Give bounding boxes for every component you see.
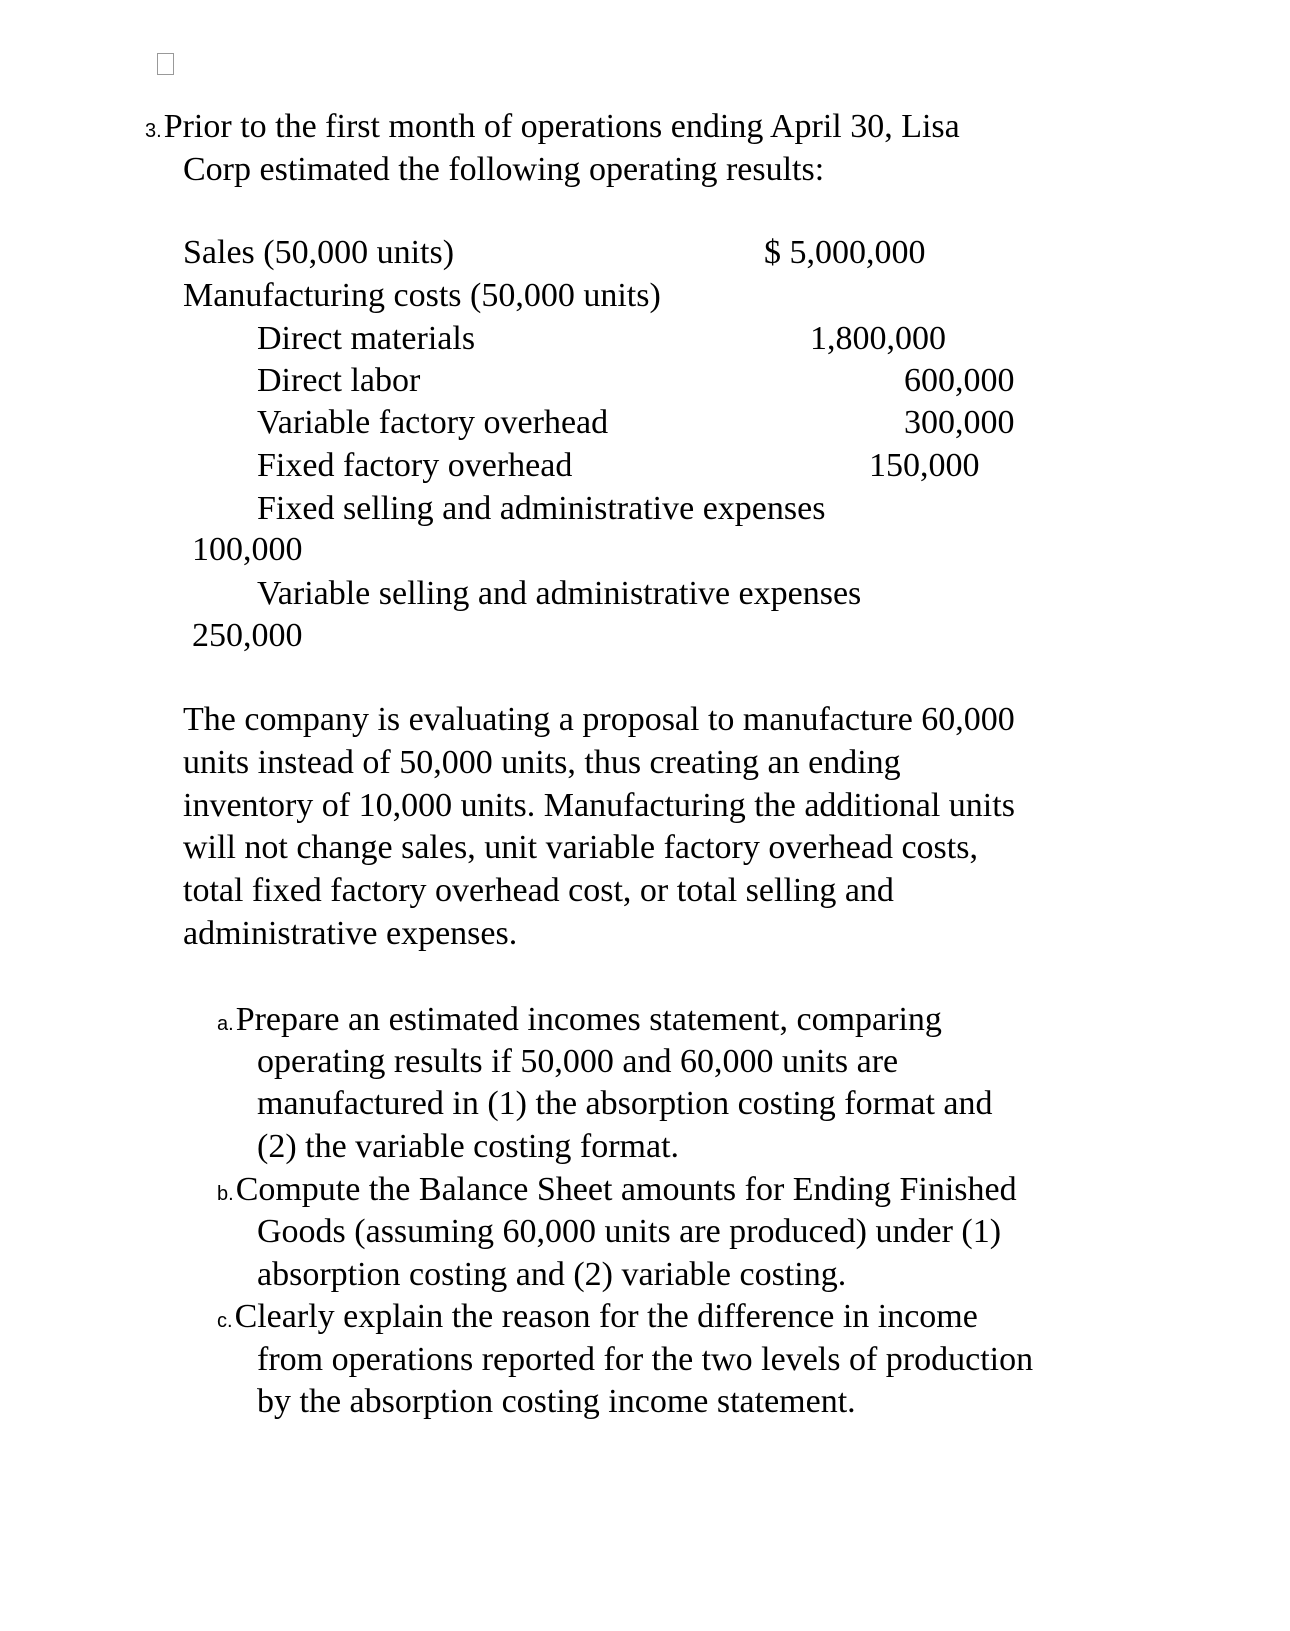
question-number: 3.: [145, 120, 162, 142]
paragraph-line: will not change sales, unit variable factory overhead costs,: [183, 829, 978, 866]
row-label: Direct labor: [257, 362, 421, 399]
paragraph-line: units instead of 50,000 units, thus creating an ending: [183, 744, 901, 781]
item-line: (2) the variable costing format.: [257, 1128, 680, 1165]
row-label: Variable selling and administrative expenses: [257, 575, 862, 612]
item-line: absorption costing and (2) variable costing.: [257, 1256, 847, 1293]
item-line: Goods (assuming 60,000 units are produced) under (1): [257, 1213, 1002, 1250]
item-text: Clearly explain the reason for the difference in income: [234, 1298, 978, 1335]
item-line: from operations reported for the two levels of production: [257, 1341, 1034, 1378]
item-marker: b.: [217, 1183, 234, 1205]
paragraph-line: administrative expenses.: [183, 915, 518, 952]
paragraph-line: The company is evaluating a proposal to manufacture 60,000: [183, 701, 1015, 738]
row-label: Sales (50,000 units): [183, 234, 455, 271]
row-value: 1,800,000: [810, 320, 946, 357]
item-text: Prepare an estimated incomes statement, comparing: [235, 1001, 942, 1038]
question-checkbox[interactable]: [157, 53, 174, 75]
row-value: 600,000: [904, 362, 1015, 399]
row-label: Manufacturing costs (50,000 units): [183, 277, 661, 314]
row-value: 250,000: [192, 617, 303, 654]
item-marker: c.: [217, 1310, 233, 1332]
question-intro-line: [145, 106, 960, 152]
row-value: 150,000: [869, 447, 980, 484]
row-label: Direct materials: [257, 320, 476, 357]
row-value: 300,000: [904, 404, 1015, 441]
item-line: by the absorption costing income statement.: [257, 1383, 856, 1420]
paragraph-line: total fixed factory overhead cost, or total selling and: [183, 872, 894, 909]
question-intro-line: Corp estimated the following operating results:: [183, 151, 825, 188]
row-label: Variable factory overhead: [257, 404, 609, 441]
intro-text: Prior to the first month of operations ending April 30, Lisa: [163, 108, 960, 145]
item-marker: a.: [217, 1013, 234, 1035]
item-a: [217, 999, 942, 1045]
row-label: Fixed factory overhead: [257, 447, 573, 484]
item-text: Compute the Balance Sheet amounts for Ending Finished: [235, 1171, 1017, 1208]
item-b: [217, 1169, 1017, 1215]
item-c: [217, 1296, 978, 1342]
paragraph-line: inventory of 10,000 units. Manufacturing the additional units: [183, 787, 1015, 824]
row-value: 100,000: [192, 531, 303, 568]
row-value: $ 5,000,000: [764, 234, 926, 271]
item-line: manufactured in (1) the absorption costing format and: [257, 1085, 993, 1122]
item-line: operating results if 50,000 and 60,000 units are: [257, 1043, 899, 1080]
row-label: Fixed selling and administrative expenses: [257, 490, 826, 527]
